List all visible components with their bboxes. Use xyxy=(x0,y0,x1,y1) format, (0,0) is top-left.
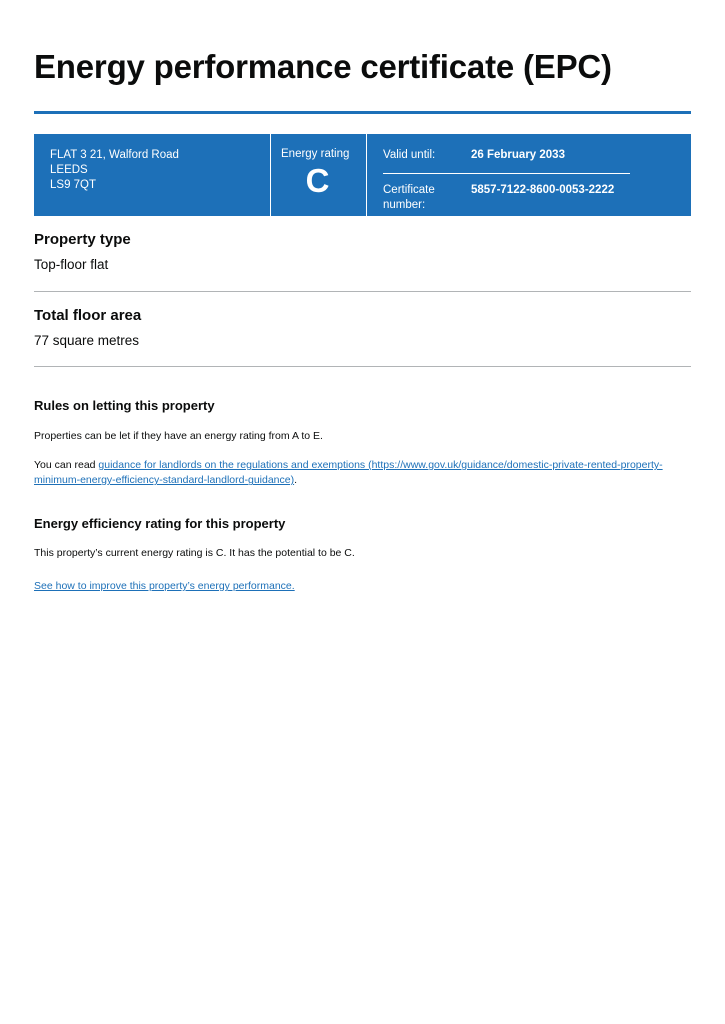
property-address xyxy=(34,134,271,216)
energy-efficiency-heading: Energy efficiency rating for this property xyxy=(34,515,286,531)
certificate-number-label: Certificate number: xyxy=(383,184,435,211)
total-floor-area-heading: Total floor area xyxy=(34,306,142,324)
certificate-summary-band xyxy=(34,134,691,216)
title-divider xyxy=(34,111,691,114)
energy-rating-block xyxy=(271,134,367,216)
spacer xyxy=(34,367,691,397)
page-title: Energy performance certificate (EPC) xyxy=(34,48,612,85)
address-line-1: FLAT 3 21, Walford Road xyxy=(50,148,179,161)
guidance-suffix: . xyxy=(294,474,298,487)
total-floor-area-section xyxy=(34,292,691,351)
energy-rating-value: C xyxy=(305,161,330,199)
address-line-3: LS9 7QT xyxy=(50,179,97,192)
property-type-heading: Property type xyxy=(34,230,131,248)
energy-efficiency-paragraph: This property’s current energy rating is C. It has the potential to be C. xyxy=(34,547,355,560)
property-type-value: Top-floor flat xyxy=(34,257,109,273)
certificate-number-value: 5857-7122-8600-0053-2222 xyxy=(471,184,615,197)
meta-divider xyxy=(383,173,630,174)
valid-until-label: Valid until: xyxy=(383,148,436,161)
total-floor-area-value: 77 square metres xyxy=(34,333,140,349)
letting-rules-paragraph: Properties can be let if they have an energy rating from A to E. xyxy=(34,429,323,442)
letting-rules-guidance xyxy=(34,458,691,488)
energy-rating-label: Energy rating xyxy=(281,147,350,160)
property-type-section xyxy=(34,216,691,275)
guidance-prefix: You can read xyxy=(34,459,99,472)
valid-until-row xyxy=(383,148,677,162)
improve-link-row xyxy=(34,579,691,594)
letting-rules-section xyxy=(34,397,691,488)
address-line-2: LEEDS xyxy=(50,164,88,177)
energy-efficiency-rating-section xyxy=(34,515,691,595)
section-gap xyxy=(34,489,691,515)
certificate-meta xyxy=(367,134,691,216)
valid-until-value: 26 February 2033 xyxy=(471,148,565,161)
letting-rules-heading: Rules on letting this property xyxy=(34,398,215,414)
landlord-guidance-link[interactable]: guidance for landlords on the regulations and exemptions (https://www.gov.uk/guidance/domestic-private-rented-property-minimum-energy-efficiency-standard-landlord-guidance) xyxy=(34,459,663,487)
certificate-number-row xyxy=(383,183,677,212)
improve-performance-link[interactable]: See how to improve this property’s energy performance. xyxy=(34,580,295,593)
